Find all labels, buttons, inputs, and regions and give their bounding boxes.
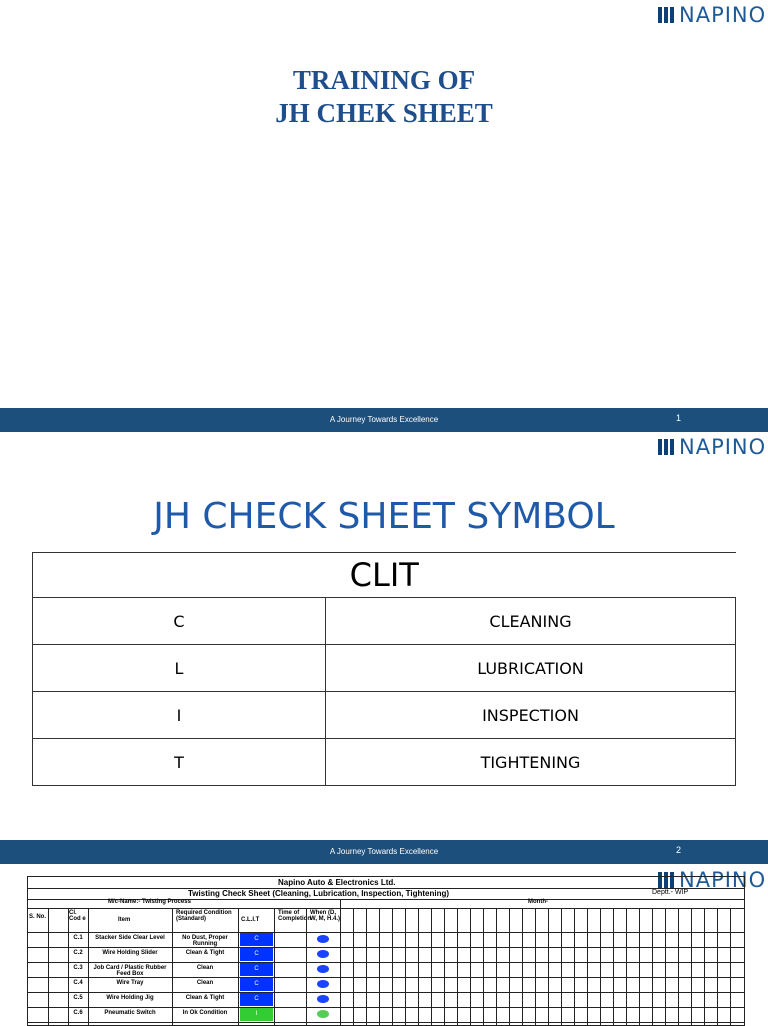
- table-row: C.2 Wire Holding Slider Clean & Tight C: [28, 947, 744, 963]
- day-column: [496, 908, 497, 1025]
- day-column: [691, 908, 692, 1025]
- day-column: [457, 908, 458, 1025]
- table-row: I INSPECTION: [33, 692, 736, 739]
- day-column: [431, 908, 432, 1025]
- footer-text: A Journey Towards Excellence: [329, 415, 439, 424]
- slide-2-title: JH CHECK SHEET SYMBOL: [153, 496, 615, 537]
- day-column: [561, 908, 562, 1025]
- clit-cell: C: [240, 978, 273, 991]
- napino-logo: NAPINO: [658, 435, 766, 459]
- table-row: C.1 Stacker Side Clear Level No Dust, Proper Running C: [28, 932, 744, 948]
- day-column: [405, 908, 406, 1025]
- napino-logo: NAPINO: [658, 3, 766, 27]
- day-column: [483, 908, 484, 1025]
- day-column: [353, 908, 354, 1025]
- table-row: C CLEANING: [33, 598, 736, 645]
- day-column: [626, 908, 627, 1025]
- day-column: [392, 908, 393, 1025]
- clit-cell: I: [240, 1008, 273, 1021]
- table-row: T TIGHTENING: [33, 739, 736, 786]
- clit-cell: C: [240, 993, 273, 1006]
- day-column: [366, 908, 367, 1025]
- page-number: 2: [676, 845, 682, 855]
- table-row: C.4 Wire Tray Clean C: [28, 977, 744, 993]
- month-label: Month-: [528, 899, 548, 905]
- day-column: [548, 908, 549, 1025]
- slide-1-title-line1: TRAINING OF: [292, 65, 476, 95]
- table-row: C.3 Job Card / Plastic Rubber Feed Box Clean C: [28, 962, 744, 978]
- sheet-title: Twisting Check Sheet (Cleaning, Lubrication, Inspection, Tightening): [188, 889, 450, 898]
- day-column: [522, 908, 523, 1025]
- clit-table: [32, 552, 736, 786]
- clit-header: CLIT: [33, 553, 736, 598]
- napino-logo-icon: [658, 439, 676, 455]
- napino-logo-icon: [658, 7, 676, 23]
- clit-cell: C: [240, 948, 273, 961]
- company-name: Napino Auto & Electronics Ltd.: [278, 878, 396, 887]
- day-column: [470, 908, 471, 1025]
- day-column: [340, 908, 341, 1025]
- table-row: C.6 Pneumatic Switch In Ok Condition I: [28, 1007, 744, 1023]
- day-column: [717, 908, 718, 1025]
- frequency-dot-icon: [317, 950, 329, 958]
- slide-1-footer: [0, 408, 768, 432]
- day-column: [444, 908, 445, 1025]
- day-column: [704, 908, 705, 1025]
- day-column: [509, 908, 510, 1025]
- page-number: 1: [676, 413, 682, 423]
- day-column: [418, 908, 419, 1025]
- day-column: [639, 908, 640, 1025]
- slide-1-title-line2: JH CHEK SHEET: [275, 98, 493, 128]
- day-column: [730, 908, 731, 1025]
- day-column: [379, 908, 380, 1025]
- napino-logo: NAPINO: [658, 868, 766, 892]
- dept-label: Deptt.- WIP: [652, 889, 689, 896]
- day-column: [613, 908, 614, 1025]
- clit-cell: C: [240, 963, 273, 976]
- frequency-dot-icon: [317, 1010, 329, 1018]
- day-column: [678, 908, 679, 1025]
- day-column: [587, 908, 588, 1025]
- frequency-dot-icon: [317, 935, 329, 943]
- frequency-dot-icon: [317, 980, 329, 988]
- table-row: L LUBRICATION: [33, 645, 736, 692]
- table-row: C.5 Wire Holding Jig Clean & Tight C: [28, 992, 744, 1008]
- day-column: [574, 908, 575, 1025]
- frequency-dot-icon: [317, 965, 329, 973]
- slide-1: [0, 0, 768, 432]
- clit-cell: C: [240, 933, 273, 946]
- slide-2-footer: [0, 840, 768, 864]
- day-column: [665, 908, 666, 1025]
- day-column: [535, 908, 536, 1025]
- twisting-check-sheet: Napino Auto & Electronics Ltd. Twisting Check Sheet (Cleaning, Lubrication, Inspection, Tightening) Deptt.- WIP M/c-Name:- Twisting Process Month- S. No. Cl. Cod e Item Required Condition (Standard) C.L.I.T Time of Completion When (D, W, M, H.4.) C.1 Stacker Side Clear Level No Dust, Proper Running C C.2 Wire Holding Slider Clean & Tight C C.3 Job Card / Plastic Rubber Feed Box Clean C C.4 Wire Tray Clean C C.5 Wire Holding Jig Clean & Tight C C.6 Pneumatic Switch In Ok Condition I: [27, 876, 745, 1026]
- frequency-dot-icon: [317, 995, 329, 1003]
- footer-text: A Journey Towards Excellence: [329, 847, 439, 856]
- machine-name: M/c-Name:- Twisting Process: [108, 899, 191, 905]
- day-column: [600, 908, 601, 1025]
- day-column: [652, 908, 653, 1025]
